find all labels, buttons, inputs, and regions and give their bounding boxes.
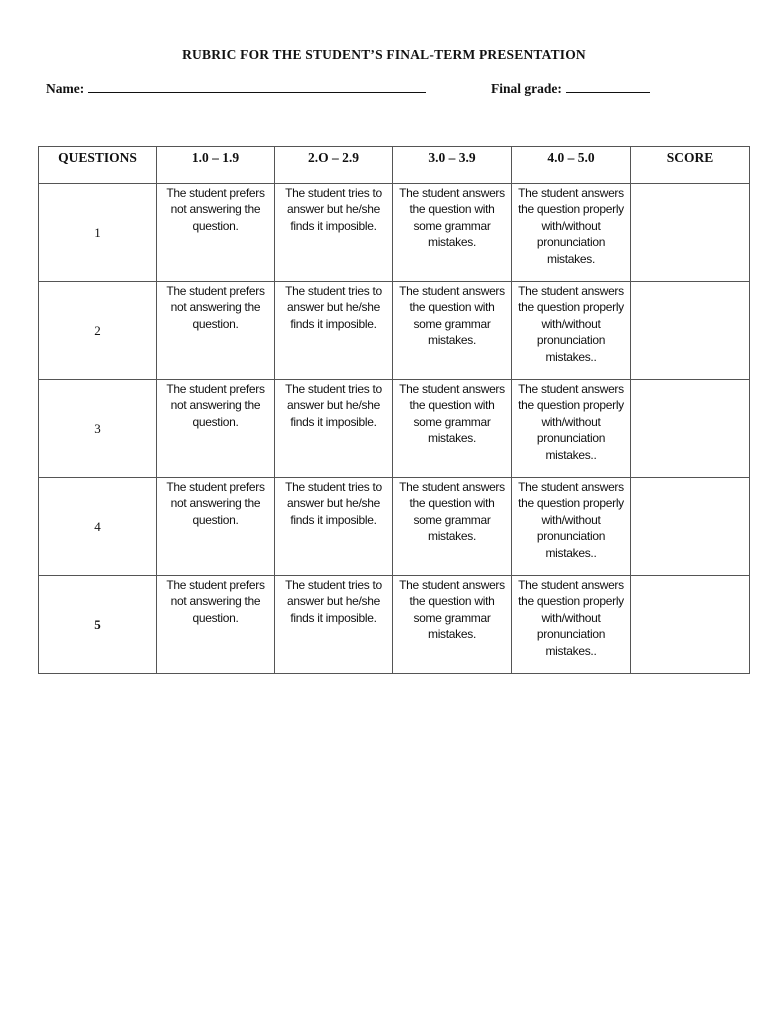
descriptor-text: The student answers the question with some grammar mistakes.	[399, 382, 505, 446]
descriptor-cell	[275, 576, 393, 674]
question-number: 4	[39, 478, 157, 576]
descriptor-text: The student answers the question properly with/without pronunciation mistakes..	[518, 382, 624, 462]
table-row	[39, 478, 750, 576]
descriptor-cell	[512, 576, 631, 674]
score-cell[interactable]	[631, 478, 750, 576]
table-row	[39, 576, 750, 674]
descriptor-text: The student prefers not answering the question.	[166, 186, 265, 233]
header-range-4: 4.0 – 5.0	[512, 147, 631, 184]
descriptor-text: The student tries to answer but he/she finds it imposible.	[285, 382, 382, 429]
descriptor-text: The student answers the question with some grammar mistakes.	[399, 578, 505, 642]
descriptor-text: The student answers the question with some grammar mistakes.	[399, 480, 505, 544]
score-cell[interactable]	[631, 576, 750, 674]
header-score: SCORE	[631, 147, 750, 184]
score-cell[interactable]	[631, 380, 750, 478]
final-grade-field	[491, 80, 650, 97]
descriptor-cell	[512, 184, 631, 282]
table-row	[39, 184, 750, 282]
descriptor-cell	[393, 282, 512, 380]
question-number: 5	[39, 576, 157, 674]
descriptor-text: The student prefers not answering the question.	[166, 382, 265, 429]
descriptor-cell	[157, 282, 275, 380]
header-row	[39, 147, 750, 184]
descriptor-text: The student tries to answer but he/she finds it imposible.	[285, 284, 382, 331]
descriptor-cell	[157, 478, 275, 576]
name-field	[46, 80, 426, 97]
descriptor-cell	[157, 380, 275, 478]
header-range-3: 3.0 – 3.9	[393, 147, 512, 184]
rubric-table	[38, 146, 750, 674]
descriptor-cell	[275, 184, 393, 282]
table-row	[39, 282, 750, 380]
table-row	[39, 380, 750, 478]
header-range-2: 2.O – 2.9	[275, 147, 393, 184]
descriptor-text: The student answers the question with some grammar mistakes.	[399, 186, 505, 250]
descriptor-cell	[512, 478, 631, 576]
header-questions: QUESTIONS	[39, 147, 157, 184]
descriptor-text: The student answers the question with some grammar mistakes.	[399, 284, 505, 348]
header-range-1: 1.0 – 1.9	[157, 147, 275, 184]
descriptor-text: The student answers the question properly with/without pronunciation mistakes..	[518, 284, 624, 364]
score-cell[interactable]	[631, 184, 750, 282]
descriptor-text: The student answers the question properly with/without pronunciation mistakes..	[518, 578, 624, 658]
descriptor-cell	[512, 282, 631, 380]
descriptor-cell	[393, 478, 512, 576]
name-label: Name:	[46, 81, 85, 96]
descriptor-cell	[157, 576, 275, 674]
descriptor-cell	[512, 380, 631, 478]
descriptor-text: The student prefers not answering the question.	[166, 480, 265, 527]
name-blank-line[interactable]	[88, 80, 426, 93]
descriptor-text: The student tries to answer but he/she finds it imposible.	[285, 578, 382, 625]
question-number: 1	[39, 184, 157, 282]
descriptor-cell	[157, 184, 275, 282]
descriptor-cell	[275, 478, 393, 576]
descriptor-cell	[393, 576, 512, 674]
descriptor-text: The student answers the question properly with/without pronunciation mistakes.	[518, 186, 624, 266]
descriptor-text: The student answers the question properly with/without pronunciation mistakes..	[518, 480, 624, 560]
final-grade-label: Final grade:	[491, 81, 562, 96]
descriptor-cell	[275, 380, 393, 478]
descriptor-cell	[393, 184, 512, 282]
descriptor-text: The student prefers not answering the question.	[166, 578, 265, 625]
descriptor-text: The student tries to answer but he/she finds it imposible.	[285, 186, 382, 233]
descriptor-cell	[275, 282, 393, 380]
final-grade-blank-line[interactable]	[566, 80, 650, 93]
descriptor-text: The student prefers not answering the question.	[166, 284, 265, 331]
score-cell[interactable]	[631, 282, 750, 380]
question-number: 3	[39, 380, 157, 478]
document-title: RUBRIC FOR THE STUDENT’S FINAL-TERM PRESENTATION	[182, 47, 586, 62]
descriptor-text: The student tries to answer but he/she finds it imposible.	[285, 480, 382, 527]
question-number: 2	[39, 282, 157, 380]
descriptor-cell	[393, 380, 512, 478]
